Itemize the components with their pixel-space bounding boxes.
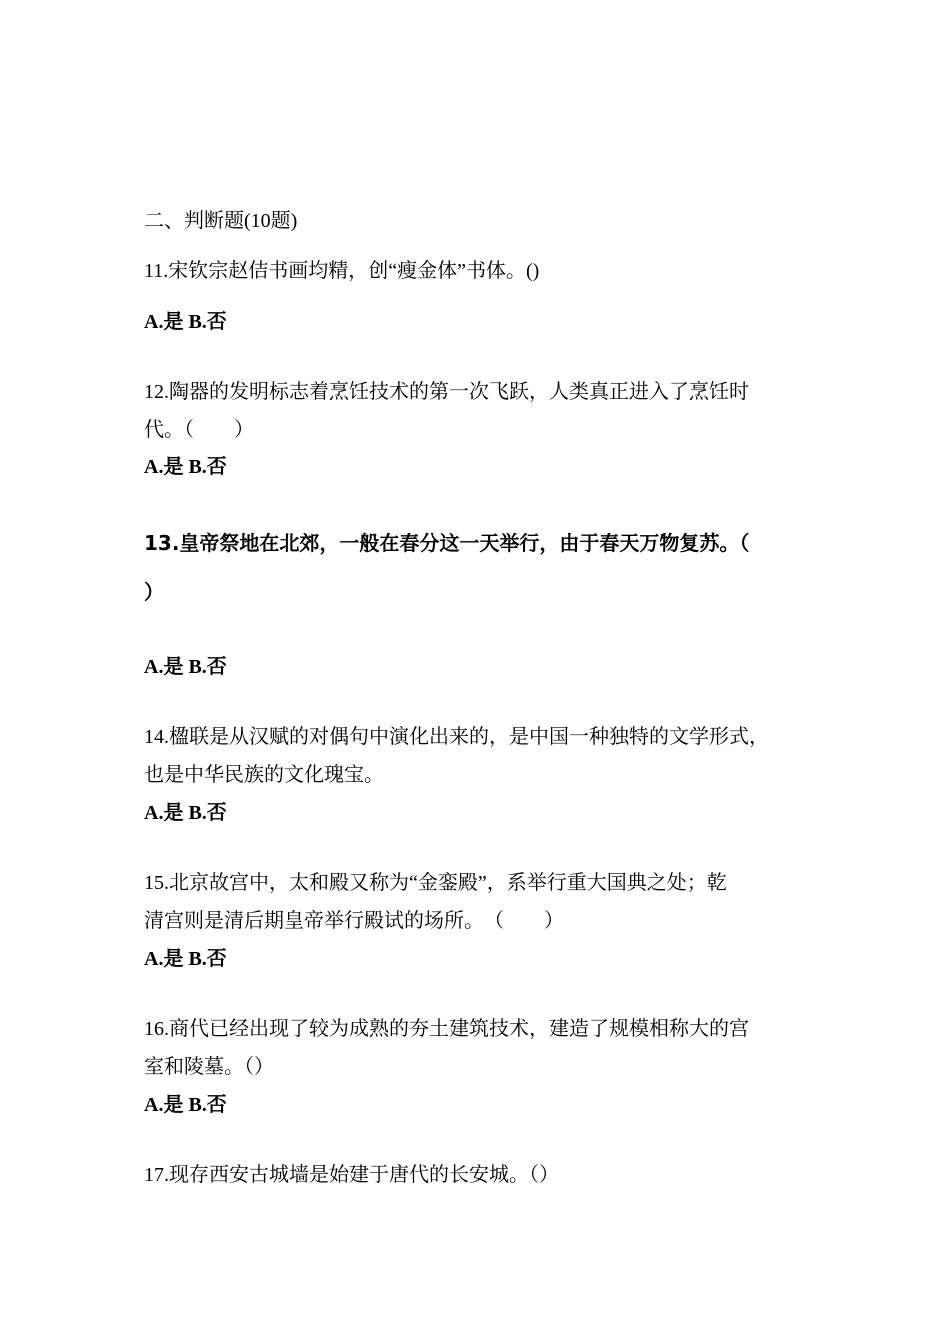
question-13-options: A.是 B.否 [144, 656, 227, 678]
question-16-line-1: 16.商代已经出现了较为成熟的夯土建筑技术，建造了规模相称大的宫 [144, 1018, 749, 1040]
question-13-line-1: 13.皇帝祭地在北郊，一般在春分这一天举行，由于春天万物复苏。（ [144, 531, 750, 555]
question-16-options: A.是 B.否 [144, 1094, 227, 1116]
question-13-line-2: ） [144, 580, 164, 604]
question-14-options: A.是 B.否 [144, 802, 227, 824]
question-12-line-1: 12.陶器的发明标志着烹饪技术的第一次飞跃，人类真正进入了烹饪时 [144, 381, 749, 403]
question-17-line-1: 17.现存西安古城墙是始建于唐代的长安城。（） [144, 1164, 559, 1186]
question-12-line-2: 代。（ ） [144, 419, 254, 441]
question-16-line-2: 室和陵墓。（） [144, 1056, 274, 1078]
question-14-line-1: 14.楹联是从汉赋的对偶句中演化出来的，是中国一种独特的文学形式， [144, 726, 769, 748]
question-11-options: A.是 B.否 [144, 311, 227, 333]
question-14-line-2: 也是中华民族的文化瑰宝。 [144, 764, 384, 786]
section-heading: 二、判断题(10题) [144, 210, 298, 232]
question-15-line-1: 15.北京故宫中，太和殿又称为“金銮殿”，系举行重大国典之处；乾 [144, 872, 727, 894]
question-15-line-2: 清宫则是清后期皇帝举行殿试的场所。 （ ） [144, 910, 564, 932]
question-12-options: A.是 B.否 [144, 456, 227, 478]
question-11-line-1: 11.宋钦宗赵佶书画均精，创“瘦金体”书体。() [144, 260, 540, 282]
question-15-options: A.是 B.否 [144, 948, 227, 970]
